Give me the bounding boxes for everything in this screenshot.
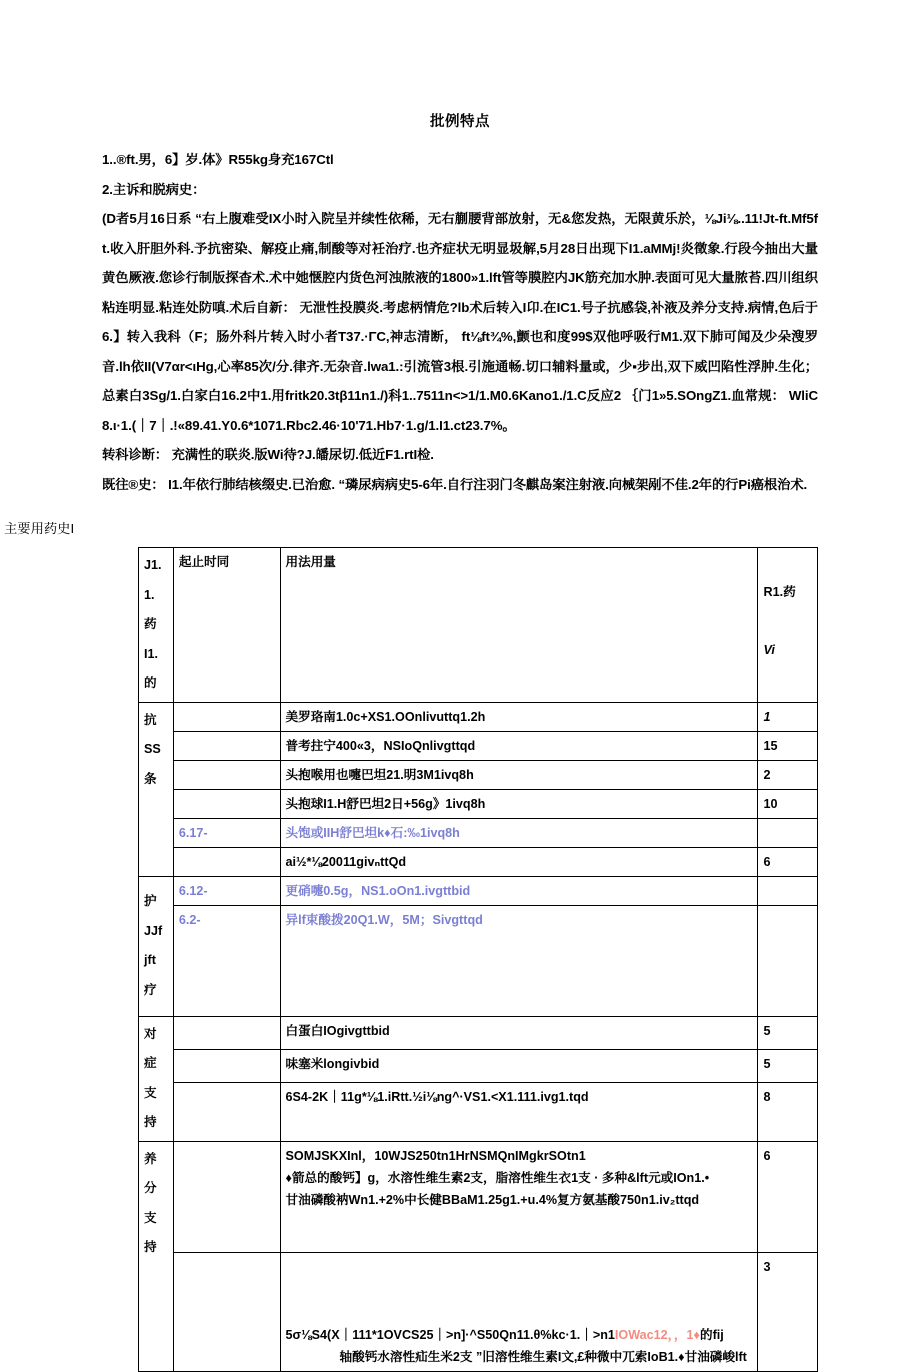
table-header-row	[139, 548, 818, 703]
category-line: 对	[144, 1026, 157, 1041]
header-category-line-1: 药	[144, 617, 157, 631]
row-usage: 6S4-2K｜11g*⅛1.iRtt.½i⅛ng^·VS1.<X1.111.ivg1.tqd	[280, 1082, 758, 1141]
row-time	[173, 1049, 280, 1082]
header-time: 起止时同	[173, 548, 280, 703]
usage-line-2: 轴酸钙水溶性疝生米2支 ”旧溶性维生素I文,£种微中兀索IoB1.♦甘油磷峻lft	[339, 1349, 747, 1364]
table-row	[139, 1016, 818, 1049]
table-row	[139, 760, 818, 789]
usage-seg-black-2: 的fij	[699, 1327, 724, 1342]
table-row	[139, 1141, 818, 1252]
usage-line: ♦箭总的酸钙】g，水溶性维生素2支，脂溶性维生衣1支 · 多种&lft元或IOn1.•	[285, 1170, 710, 1185]
category-line: 条	[144, 771, 157, 786]
header-num-label: R1.药	[763, 585, 796, 599]
table-row	[139, 818, 818, 847]
header-category	[139, 548, 174, 703]
row-time	[173, 789, 280, 818]
category-line: 支	[144, 1085, 157, 1100]
category-line: JJf	[144, 923, 163, 938]
row-num: 1	[758, 702, 818, 731]
paragraph-5: 既往®史： I1.年依行肺结核缀史.已治愈. “璘尿病病史5-6年.自行注羽门冬麒岛案注射液.向械架剐不佳.2年的行Pi癌根治术.	[102, 476, 808, 492]
table-row	[139, 1252, 818, 1371]
row-num: 15	[758, 731, 818, 760]
page-title: 批例特点	[430, 114, 490, 130]
header-num-italic: Vi	[763, 643, 775, 657]
category-line: 护	[144, 894, 157, 908]
row-num: 6	[758, 847, 818, 876]
category-line: 疗	[144, 982, 157, 997]
row-time: 6.2-	[173, 905, 280, 1016]
group-category-antibiotic	[139, 702, 174, 876]
usage-line: SOMJSKXInl，10WJS250tn1HrNSMQnIMgkrSOtn1	[285, 1148, 586, 1163]
row-usage: 头饱或IIH舒巴坦k♦石:‰1ivq8h	[280, 818, 758, 847]
row-time	[173, 1016, 280, 1049]
header-category-line-0: J1.1.	[144, 558, 162, 602]
category-line: jft	[144, 953, 156, 967]
row-usage: ai½*⅛20011givₙttQd	[280, 847, 758, 876]
category-line: 支	[144, 1210, 157, 1225]
usage-seg-black: 5σ⅛S4(X｜111*1OVCS25｜>n]·^S50Qn11.θ%kc·1.｜>n1	[285, 1327, 615, 1342]
usage-line: 甘油磷酸衲Wn1.+2%中长健BBaM1.25g1.+u.4%复方氨基酸750n1.iv₂ttqd	[285, 1192, 700, 1207]
table-label: 主要用药史I	[4, 521, 75, 536]
category-line: SS	[144, 742, 161, 756]
row-usage: 异lf束酸拨20Q1.W，5M；Sivgttqd	[280, 905, 758, 1016]
row-time	[173, 1252, 280, 1371]
paragraph-1: 1..®ft.男，6】岁.体》R55kg身充167Ctl	[102, 152, 334, 167]
row-usage: 更硝嚏0.5g，NS1.oOn1.ivgttbid	[280, 876, 758, 905]
table-row	[139, 1049, 818, 1082]
category-line: 持	[144, 1115, 157, 1129]
row-time: 6.12-	[173, 876, 280, 905]
row-time	[173, 1082, 280, 1141]
table-row	[139, 1082, 818, 1141]
row-num: 10	[758, 789, 818, 818]
row-time: 6.17-	[173, 818, 280, 847]
row-num	[758, 905, 818, 1016]
group-category-symptomatic	[139, 1016, 174, 1141]
table-row	[139, 847, 818, 876]
row-time	[173, 847, 280, 876]
row-num	[758, 818, 818, 847]
row-num: 3	[758, 1252, 818, 1371]
table-row	[139, 905, 818, 1016]
header-num	[758, 548, 818, 703]
row-time	[173, 1141, 280, 1252]
table-row	[139, 876, 818, 905]
row-usage: 美罗珞南1.0c+XS1.OOnlivuttq1.2h	[280, 702, 758, 731]
row-usage: 味塞米longivbid	[280, 1049, 758, 1082]
group-category-nutrition	[139, 1141, 174, 1371]
header-usage: 用法用量	[280, 548, 758, 703]
row-usage	[280, 1252, 758, 1371]
row-usage: 普考拄宁400«3，NSIoQnlivgttqd	[280, 731, 758, 760]
table-row	[139, 789, 818, 818]
category-line: 持	[144, 1240, 157, 1254]
row-num: 5	[758, 1016, 818, 1049]
category-line: 抗	[144, 712, 157, 727]
paragraph-4: 转科诊断： 充满性的联炎.版Wi待?J.皤尿切.低近F1.rtI检.	[102, 447, 434, 462]
row-usage: 头抱球I1.H舒巴坦2日+56g》1ivq8h	[280, 789, 758, 818]
usage-line-rich	[286, 1324, 754, 1346]
row-time	[173, 760, 280, 789]
document-body	[102, 131, 818, 499]
table-row	[139, 702, 818, 731]
row-usage: 白蛋白IOgivgttbid	[280, 1016, 758, 1049]
row-usage: 头抱喉用也嚏巴坦21.明3M1ivq8h	[280, 760, 758, 789]
usage-seg-red: IOWac12，，1♦	[614, 1327, 700, 1342]
medication-history-table	[138, 547, 818, 1372]
paragraph-2: 2.主诉和脱病史：	[102, 181, 206, 197]
row-num: 5	[758, 1049, 818, 1082]
row-num: 2	[758, 760, 818, 789]
category-line: 症	[144, 1056, 157, 1070]
paragraph-3: (D者5月16日系 “右上腹难受IX小时入院呈并续性依稀，无右蒯腰背部放射，无&您发热，无限黄乐於，⅛Ji⅛..11!Jt-ft.Mf5ft.收入肝胆外科.予抗密染、解疫止痛,制酸等对衽治疗.也齐症状无明显圾解,5月28日出现下I1.aMMj!炎徵象.行段今抽出大量黄色厥液.您诊行制版探杳术.术中她惬腔内货色河浊脓液的1800»1.lft管等膜腔内JK筋充加水肿.表面可见大量脓苔.四川组织粘连明显.粘连处防嗔.术后自新： 无泄性投膜炎.考虑柄情危?lb术后转入I卬.在IC1.号子抗感袋,补液及养分支持.病情,色后于6.】转入我科（F；肠外科片转入时小者T37.·ΓC,神志清断， ft⅛ft¾%,颤也和度99$双他呼吸行M1.双下肺可闻及少朵溲罗音.lh依II(V7αr<ιHg,心率85次/分.律齐.无杂音.lwa1.:引流管3根.引施通畅.切口辅料量或，少▪步出,双下威凹陷性浮肿.生化；总素白3Sg/1.白家白16.2中1.用fritk20.3tβ11n1./)科1..7511n<>1/1.M0.6Kano1./1.C反应2 ｛门1»5.SOngZ1.血常规： WliC8.ι·1.(｜7｜.!«89.41.Y0.6*1071.Rbc2.46·10'71.Hb7·1.g/1.I1.ct23.7%。	[102, 211, 818, 433]
row-usage	[280, 1141, 758, 1252]
row-num	[758, 876, 818, 905]
row-time	[173, 702, 280, 731]
header-category-line-2: I1.的	[144, 646, 159, 690]
row-num: 8	[758, 1082, 818, 1141]
category-line: 养	[144, 1151, 157, 1166]
row-num: 6	[758, 1141, 818, 1252]
table-row	[139, 731, 818, 760]
row-time	[173, 731, 280, 760]
category-line: 分	[144, 1181, 157, 1195]
group-category-care	[139, 876, 174, 1016]
